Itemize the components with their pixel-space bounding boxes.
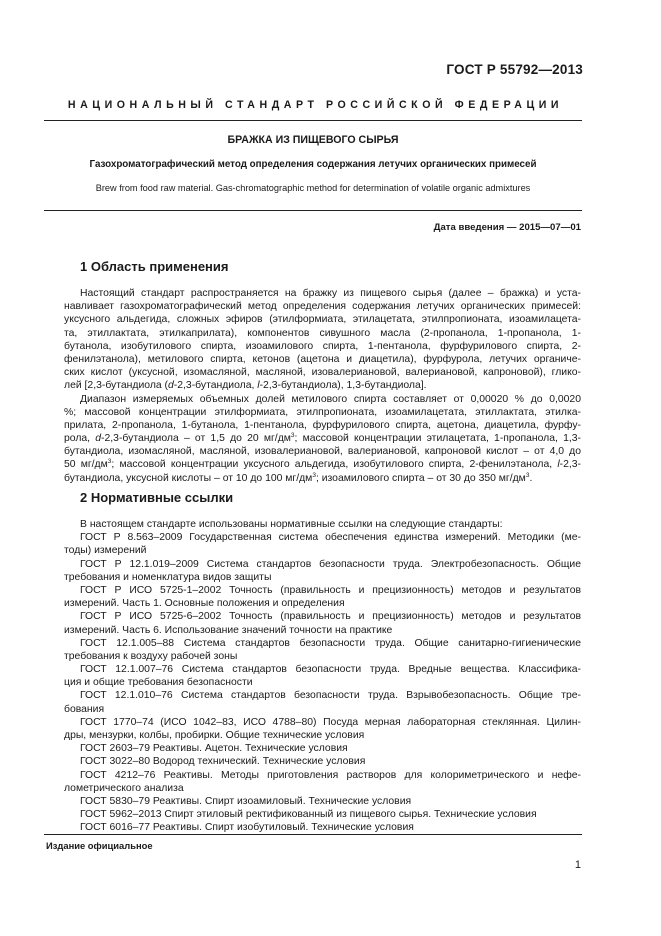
page-number: 1 bbox=[574, 859, 581, 871]
text-line: ГОСТ 5830–79 Реактивы. Спирт изоамиловый. Технические условия bbox=[80, 795, 412, 807]
text-line: ГОСТ 6016–77 Реактивы. Спирт изобутиловый. Технические условия bbox=[80, 822, 414, 834]
text-line: лометрического анализа bbox=[64, 782, 184, 794]
edition-label: Издание официальное bbox=[46, 840, 153, 851]
text-line: ГОСТ 12.1.007–76 Система стандартов безопасности труда. Вредные вещества. Классифика- bbox=[80, 664, 581, 676]
text-line: ГОСТ 4212–76 Реактивы. Методы приготовления растворов для колориметрического и нефе- bbox=[80, 769, 581, 781]
text-line: прилата, 2-пропанола, 1-бутанола, 1-пентанола, фурфурилового спирта, ацетона, диацетила, фурфу- bbox=[64, 419, 581, 431]
text-line: ГОСТ Р ИСО 5725-6–2002 Точность (правильность и прецизионность) методов и результатов bbox=[80, 611, 581, 623]
text-line: тоды) измерений bbox=[64, 545, 147, 557]
text-line: требования к воздуху рабочей зоны bbox=[64, 650, 238, 662]
section-1-body bbox=[64, 287, 581, 485]
text-line: бования bbox=[64, 703, 105, 715]
text-line: бутандиола, уксусной кислоты – от 10 до 100 $мг/дм^3$; изоамилового спирта – от 30 до 350 $мг/дм^3$. bbox=[64, 471, 533, 484]
document-title: БРАЖКА ИЗ ПИЩЕВОГО СЫРЬЯ bbox=[227, 134, 399, 146]
text-line: бутанола, изобутилового спирта, изоамилового спирта, 1-пентанола, фурфурилового спирта, 2- bbox=[64, 340, 581, 352]
text-line: требования и номенклатура видов защиты bbox=[64, 571, 272, 583]
text-line: измерений. Часть 6. Использование значений точности на практике bbox=[64, 624, 393, 636]
text-line: дры, мензурки, колбы, пробирки. Общие технические условия bbox=[64, 730, 365, 741]
title-divider bbox=[44, 210, 582, 211]
text-line: %; массовой концентрации этилформиата, этилпропионата, изоамилацетата, этиллактата, этилка- bbox=[64, 406, 581, 418]
text-line: ция и общие требования безопасности bbox=[64, 677, 253, 689]
text-line: лей [2,3-бутандиола (d-2,3-бутандиола, l-2,3-бутандиола), 1,3-бутандиола]. bbox=[64, 380, 427, 392]
text-line: ских кислот (уксусной, изомасляной, масляной, изовалериановой, валериановой, капроновой), глико- bbox=[64, 367, 581, 379]
document-subtitle-en: Brew from food raw material. Gas-chromatographic method for determination of volatile organic admixtures bbox=[95, 183, 531, 193]
text-line: ГОСТ Р ИСО 5725-1–2002 Точность (правильность и прецизионность) методов и результатов bbox=[80, 584, 581, 596]
section-2-heading: 2 Нормативные ссылки bbox=[80, 490, 234, 505]
header-divider bbox=[44, 120, 582, 121]
text-line: уксусного альдегида, сложных эфиров (этилформиата, этилацетата, этилпропионата, изоамилацета- bbox=[64, 314, 581, 326]
text-line: ГОСТ 3022–80 Водород технический. Технические условия bbox=[80, 756, 366, 768]
footer-divider bbox=[44, 834, 582, 835]
text-line: 50 $мг/дм^3$; массовой концентрации уксусного альдегида, изобутилового спирта, 2-фенилэтанола, l-2,3- bbox=[64, 458, 582, 471]
text-line: ГОСТ 2603–79 Реактивы. Ацетон. Технические условия bbox=[80, 743, 348, 755]
document-subtitle-ru: Газохроматографический метод определения содержания летучих органических примесей bbox=[89, 159, 537, 170]
text-line: навливает газохроматографический метод определения содержания летучих органических примесей: bbox=[64, 301, 581, 313]
intro-date: Дата введения — 2015—07—01 bbox=[433, 222, 581, 233]
text-line: ГОСТ 12.1.005–88 Система стандартов безопасности труда. Общие санитарно-гигиенические bbox=[80, 637, 581, 649]
text-line: измерений. Часть 1. Основные положения и определения bbox=[64, 598, 345, 610]
text-line: рола, d-2,3-бутандиола – от 1,5 до 20 $мг/дм^3$; массовой концентрации этилацетата, 1-пропанола, 1,3- bbox=[64, 432, 582, 445]
gost-code: ГОСТ Р 55792—2013 bbox=[446, 62, 583, 77]
text-line: ГОСТ 5962–2013 Спирт этиловый ректификованный из пищевого сырья. Технические условия bbox=[80, 809, 537, 821]
text-line: бутандиола, изомасляной, масляной, изовалериановой, валериановой, капроновой кислот – от 4,0 до bbox=[64, 446, 581, 458]
section-2-body bbox=[64, 518, 581, 835]
text-line: ГОСТ Р 8.563–2009 Государственная система обеспечения единства измерений. Методики (ме- bbox=[80, 532, 581, 544]
national-standard-banner: НАЦИОНАЛЬНЫЙ СТАНДАРТ РОССИЙСКОЙ ФЕДЕРАЦИИ bbox=[67, 99, 564, 111]
text-line: ГОСТ 1770–74 (ИСО 1042–83, ИСО 4788–80) Посуда мерная лабораторная стеклянная. Цилин- bbox=[80, 716, 581, 728]
text-line: Настоящий стандарт распространяется на бражку из пищевого сырья (далее – бражка) и уста- bbox=[80, 288, 581, 299]
text-line: ГОСТ 12.1.010–76 Система стандартов безопасности труда. Взрывобезопасность. Общие тре- bbox=[80, 690, 581, 702]
text-line: та, этиллактата, этилкаприлата), компонентов сивушного масла (2-пропанола, 1-пропанола, 1- bbox=[64, 327, 581, 339]
text-line: В настоящем стандарте использованы нормативные ссылки на следующие стандарты: bbox=[80, 519, 503, 530]
text-line: Диапазон измеряемых объемных долей метилового спирта составляет от 0,00020 % до 0,0020 bbox=[80, 393, 581, 405]
section-1-heading: 1 Область применения bbox=[80, 259, 229, 274]
text-line: ГОСТ Р 12.1.019–2009 Система стандартов безопасности труда. Электробезопасность. Общие bbox=[80, 558, 581, 570]
text-line: фенилэтанола), метилового спирта, кетонов (ацетона и диацетила), фурфурола, летучих органиче- bbox=[64, 353, 581, 365]
